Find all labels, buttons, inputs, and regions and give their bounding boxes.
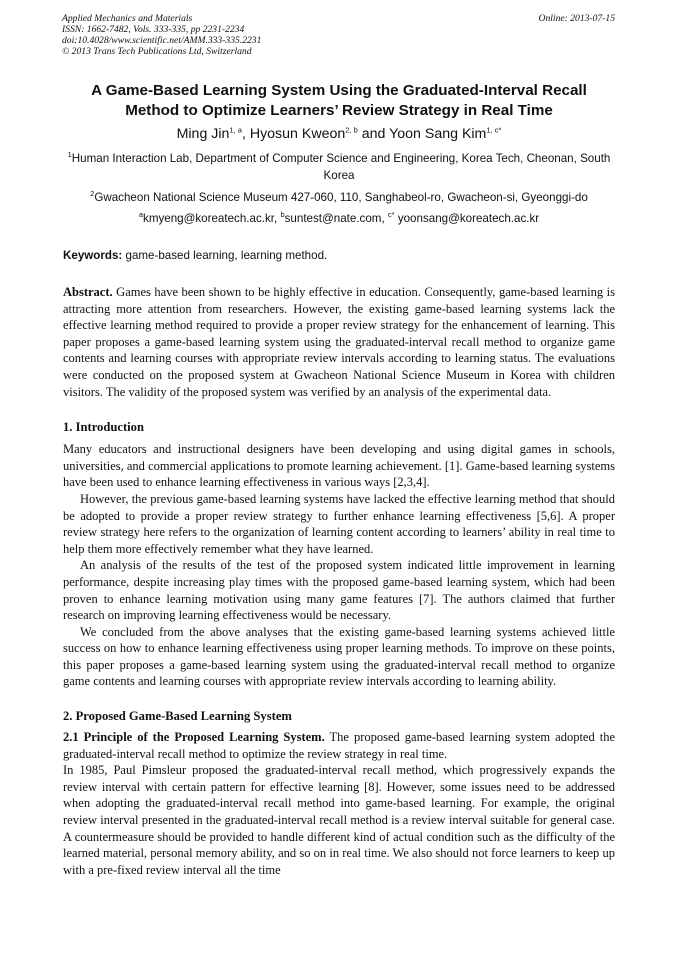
keywords-text: game-based learning, learning method. [122,249,328,262]
email-link[interactable]: yoonsang@koreatech.ac.kr [394,212,540,225]
author-separator: , [241,126,250,142]
email-mark: b [280,210,285,220]
paragraph: However, the previous game-based learning systems have lacked the effective learning method that should be adopted to provide a proper review strategy to further enhance learning effectiveness [5,6]. A proper review strategy here refers to the organization of learning content according to learners’ ability in real time to help them more effectively remember what they have learned. [63,491,615,556]
abstract-label: Abstract. [63,285,113,299]
affiliation-number: 2 [90,189,95,199]
email-mark: a [138,210,144,220]
section-heading-introduction: 1. Introduction [63,420,144,435]
issn-line: ISSN: 1662-7482, Vols. 333-335, pp 2231-2234 [62,24,245,35]
email-mark: c* [387,210,395,220]
email-separator: , [274,212,281,225]
online-date: Online: 2013-07-15 [538,13,615,24]
paragraph: We concluded from the above analyses that the existing game-based learning systems achieved little success on how to enhance learning effectiveness using proper learning methods. To improve on these points, this paper proposes a game-based learning system using the graduated-interval recall method to organize game contents and learning courses with appropriate review intervals according to learning ability. [63,624,615,689]
paragraph: In 1985, Paul Pimsleur proposed the graduated-interval recall method, which progressively expands the review interval with certain pattern for effective learning [8]. However, some issues need to be addressed when adopting the graduated-interval recall method into game-based learning. For example, the original review interval presented in the graduated-interval recall method is a review interval suitable for general case. A countermeasure should be provided to handle different kind of actual condition such as the difficulty of the learned material, personal memory ability, and so on in real time. We also should not force learners to keep up with a pre-fixed review interval all the time [63,763,615,877]
journal-metadata [62,13,261,57]
subsection-heading: 2.1 Principle of the Proposed Learning System. [63,730,325,745]
copyright-line: © 2013 Trans Tech Publications Ltd, Switzerland [62,46,252,57]
affiliation-text: Gwacheon National Science Museum 427-060, 110, Sanghabeol-ro, Gwacheon-si, Gyeonggi-do [94,191,588,204]
paper-body [63,81,615,878]
author-name: Yoon Sang Kim [389,126,487,142]
author-separator: and [357,126,390,142]
author-name: Ming Jin [176,126,230,142]
paragraph-text: The proposed game-based learning system adopted the graduated-interval recall method to optimize the review strategy in real time. [63,730,616,761]
paragraph: An analysis of the results of the test of the proposed system indicated little improvement in learning performance, despite increasing play times with the proposed game-based learning system, which had been proven to enhance learning motivation using many game features [7]. The authors claimed that further research on improving learning effectiveness would be necessary. [63,558,615,623]
author-emails [63,211,615,227]
email-link[interactable]: kmyeng@koreatech.ac.kr [143,212,274,225]
doi-line: doi:10.4028/www.scientific.net/AMM.333-335.2231 [62,35,262,46]
paragraph [63,729,615,762]
paragraph: Many educators and instructional designers have been developing and using digital games in schools, universities, and commercial applications to promote learning achievement. [1]. Game-based learning systems have been used to enhance learning effectiveness in various ways [2,3,4]. [63,442,615,490]
author-affil-mark: 1, c* [486,125,502,135]
author-list [63,125,615,143]
title-line-1: A Game-Based Learning System Using the Graduated-Interval Recall [91,82,587,99]
journal-name: Applied Mechanics and Materials [62,13,193,24]
title-line-2: Method to Optimize Learners’ Review Strategy in Real Time [125,102,553,119]
keywords-label: Keywords: [63,249,123,262]
abstract-text: Games have been shown to be highly effective in education. Consequently, game-based learning is attracting more attention from researchers. However, the existing game-based learning systems lack the effective learning method required to provide a proper review strategy for the enhancement of learning. This paper proposes a game-based learning system using the graduated-interval recall method to organize game contents and learning courses with appropriate review intervals according to learning status. The evaluations were conducted on the proposed system at Gwacheon National Science Museum in Korea with children visitors. The validity of the proposed system was verified by an analysis of the experimental data. [63,285,615,399]
author-affil-mark: 1, a [229,125,242,135]
affiliation-text: Human Interaction Lab, Department of Computer Science and Engineering, Korea Tech, Cheonan, South Korea [71,152,611,182]
affiliation-1 [63,150,615,184]
affiliation-2 [63,189,615,206]
section-heading-proposed-system: 2. Proposed Game-Based Learning System [63,709,292,724]
author-affil-mark: 2, b [345,125,358,135]
affiliation-number: 1 [67,150,72,160]
abstract [63,284,615,400]
email-separator: , [381,212,388,225]
keywords [63,248,615,264]
paper-title [63,81,615,121]
email-link[interactable]: suntest@nate.com [284,212,382,225]
author-name: Hyosun Kweon [249,126,346,142]
